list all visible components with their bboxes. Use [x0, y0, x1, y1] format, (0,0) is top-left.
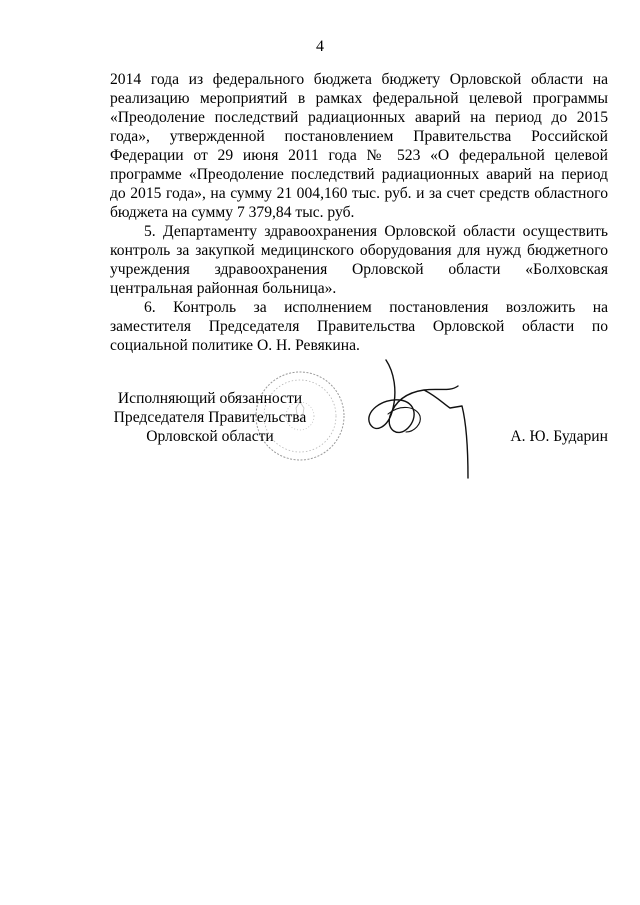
signature-title	[110, 389, 310, 446]
page-number: 4	[316, 38, 324, 55]
signature-title-line-1: Исполняющий обязанности	[117, 390, 303, 407]
handwritten-signature	[358, 352, 488, 482]
document-body	[110, 70, 608, 355]
signature-title-line-2: Председателя Правительства	[113, 409, 307, 426]
signature-title-line-3: Орловской области	[146, 428, 274, 445]
signer-name: А. Ю. Бударин	[510, 428, 608, 445]
paragraph-item-6: 6. Контроль за исполнением постановления возложить на заместителя Председателя Правительства Орловской области по социальной политике О. Н. Ревякина.	[110, 299, 608, 354]
paragraph-item-5: 5. Департаменту здравоохранения Орловской области осуществить контроль за закупкой медицинского оборудования для нужд бюджетного учреждения здравоохранения Орловской области «Болховская центральная районная больница».	[110, 223, 608, 297]
paragraph-continuation: 2014 года из федерального бюджета бюджету Орловской области на реализацию мероприятий в рамках федеральной целевой программы «Преодоление последствий радиационных аварий на период до 2015 года», утвержденной постановлением Правительства Российской Федерации от 29 июня 2011 года № 523 «О федеральной целевой программе «Преодоление последствий радиационных аварий на период до 2015 года», на сумму 21 004,160 тыс. руб. и за счет средств областного бюджета на сумму 7 379,84 тыс. руб.	[110, 71, 608, 221]
